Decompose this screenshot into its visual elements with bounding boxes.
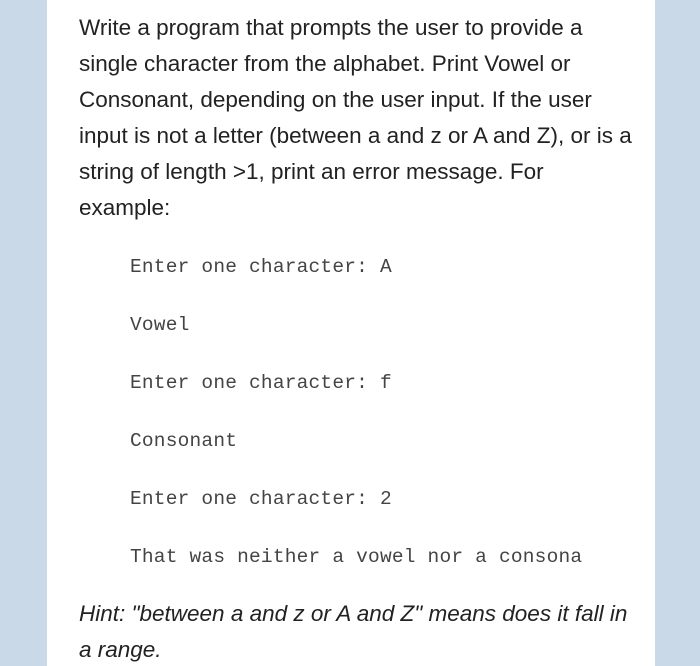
example-line-prompt-1: Enter one character: A	[130, 256, 392, 278]
example-line-output-1: Vowel	[130, 314, 190, 336]
example-line-prompt-3: Enter one character: 2	[130, 488, 392, 510]
question-text: Write a program that prompts the user to provide a single character from the alphabet. Print Vowel or Consonant, depending on the user input. If the user input is not a letter (between a and z or A and Z), or is a string of length >1, print an error message. For example:	[79, 15, 632, 220]
hint-text: Hint: "between a and z or A and Z" means does it fall in a range.	[79, 601, 628, 662]
example-line-prompt-2: Enter one character: f	[130, 372, 392, 394]
question-card	[47, 0, 655, 666]
example-line-output-2: Consonant	[130, 430, 238, 452]
example-line-output-3: That was neither a vowel nor a consona	[130, 546, 583, 568]
